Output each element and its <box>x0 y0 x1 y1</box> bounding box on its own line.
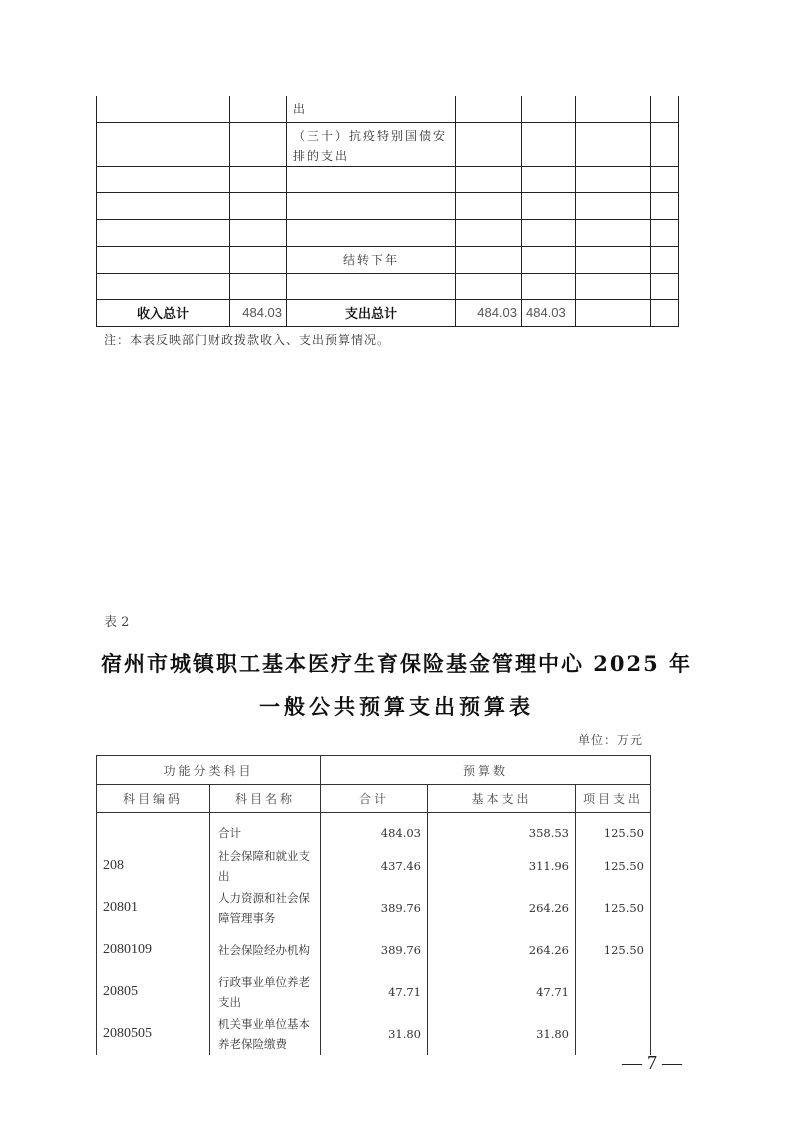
cell <box>651 192 679 219</box>
table-row <box>97 971 651 1013</box>
cell <box>576 96 651 122</box>
cell <box>287 273 456 299</box>
cell <box>522 246 576 273</box>
table-row <box>97 929 651 971</box>
page-subtitle: 一般公共预算支出预算表 <box>259 694 534 719</box>
table-row <box>97 166 679 192</box>
row-project: 125.50 <box>576 813 651 845</box>
cell <box>456 192 522 219</box>
cell <box>97 192 230 219</box>
row-project <box>576 971 651 1013</box>
cell <box>651 273 679 299</box>
total-row <box>97 299 679 326</box>
row-basic: 264.26 <box>428 887 576 929</box>
row-total: 389.76 <box>321 929 428 971</box>
unit-label: 单位：万元 <box>578 733 644 747</box>
row-code: 208 <box>97 845 210 887</box>
row-basic: 47.71 <box>428 971 576 1013</box>
cell <box>230 246 287 273</box>
cell <box>651 96 679 122</box>
header-total: 合计 <box>321 785 428 813</box>
cell <box>651 246 679 273</box>
row-code: 20801 <box>97 887 210 929</box>
expense-total-value: 484.03 <box>456 299 522 326</box>
table-note: 注：本表反映部门财政拨款收入、支出预算情况。 <box>104 333 391 347</box>
expense-total-value-2: 484.03 <box>522 299 576 326</box>
group-header-budget: 预算数 <box>321 756 651 785</box>
cell <box>522 192 576 219</box>
group-header-function: 功能分类科目 <box>97 756 321 785</box>
page-title: 宿州市城镇职工基本医疗生育保险基金管理中心 2025 年 <box>100 651 693 676</box>
table-row <box>97 192 679 219</box>
cell <box>522 166 576 192</box>
row-project: 125.50 <box>576 929 651 971</box>
cell <box>522 122 576 166</box>
table-row <box>97 96 679 122</box>
row-code: 20805 <box>97 971 210 1013</box>
cell <box>576 299 651 326</box>
header-basic: 基本支出 <box>428 785 576 813</box>
cell <box>576 122 651 166</box>
row-name: 合计 <box>210 813 321 845</box>
cell <box>576 192 651 219</box>
row-total: 47.71 <box>321 971 428 1013</box>
row-total: 484.03 <box>321 813 428 845</box>
row-basic: 31.80 <box>428 1013 576 1055</box>
group-header-row <box>97 756 651 785</box>
row-basic: 311.96 <box>428 845 576 887</box>
cell <box>522 219 576 246</box>
row-code <box>97 813 210 845</box>
cell <box>97 219 230 246</box>
table-row <box>97 887 651 929</box>
cell <box>230 219 287 246</box>
cell-carryover: 结转下年 <box>287 246 456 273</box>
page-number: — 7 — <box>622 1052 682 1074</box>
cell <box>456 273 522 299</box>
cell <box>456 96 522 122</box>
row-project <box>576 1013 651 1055</box>
row-total: 389.76 <box>321 887 428 929</box>
row-name: 机关事业单位基本养老保险缴费 <box>210 1013 321 1055</box>
cell <box>576 246 651 273</box>
table-row <box>97 246 679 273</box>
cell <box>230 122 287 166</box>
cell <box>456 166 522 192</box>
cell <box>97 166 230 192</box>
cell <box>97 122 230 166</box>
row-total: 437.46 <box>321 845 428 887</box>
cell <box>651 122 679 166</box>
header-name: 科目名称 <box>210 785 321 813</box>
cell <box>230 273 287 299</box>
cell-item: （三十）抗疫特别国债安排的支出 <box>287 122 456 166</box>
row-name: 社会保障和就业支出 <box>210 845 321 887</box>
table-row <box>97 1013 651 1055</box>
cell <box>651 219 679 246</box>
cell <box>287 219 456 246</box>
table-label: 表 2 <box>104 615 130 630</box>
cell <box>522 96 576 122</box>
cell <box>230 166 287 192</box>
cell <box>576 166 651 192</box>
cell <box>651 299 679 326</box>
row-basic: 264.26 <box>428 929 576 971</box>
row-name: 社会保险经办机构 <box>210 929 321 971</box>
cell <box>576 219 651 246</box>
table-row <box>97 813 651 845</box>
row-total: 31.80 <box>321 1013 428 1055</box>
header-code: 科目编码 <box>97 785 210 813</box>
cell-item: 出 <box>287 96 456 122</box>
row-name: 人力资源和社会保障管理事务 <box>210 887 321 929</box>
income-expense-table <box>96 96 679 327</box>
cell <box>97 273 230 299</box>
cell <box>456 246 522 273</box>
row-project: 125.50 <box>576 887 651 929</box>
row-code: 2080109 <box>97 929 210 971</box>
row-project: 125.50 <box>576 845 651 887</box>
cell <box>651 166 679 192</box>
cell <box>97 96 230 122</box>
table-row <box>97 122 679 166</box>
header-project: 项目支出 <box>576 785 651 813</box>
expense-total-label: 支出总计 <box>287 299 456 326</box>
cell <box>287 192 456 219</box>
income-total-label: 收入总计 <box>97 299 230 326</box>
row-code: 2080505 <box>97 1013 210 1055</box>
cell <box>522 273 576 299</box>
header-row <box>97 785 651 813</box>
cell <box>456 219 522 246</box>
table-row <box>97 273 679 299</box>
income-total-value: 484.03 <box>230 299 287 326</box>
table-row <box>97 219 679 246</box>
cell <box>97 246 230 273</box>
row-name: 行政事业单位养老支出 <box>210 971 321 1013</box>
cell <box>287 166 456 192</box>
budget-table <box>96 755 651 1055</box>
cell <box>576 273 651 299</box>
cell <box>456 122 522 166</box>
table-row <box>97 845 651 887</box>
row-basic: 358.53 <box>428 813 576 845</box>
cell <box>230 192 287 219</box>
cell <box>230 96 287 122</box>
